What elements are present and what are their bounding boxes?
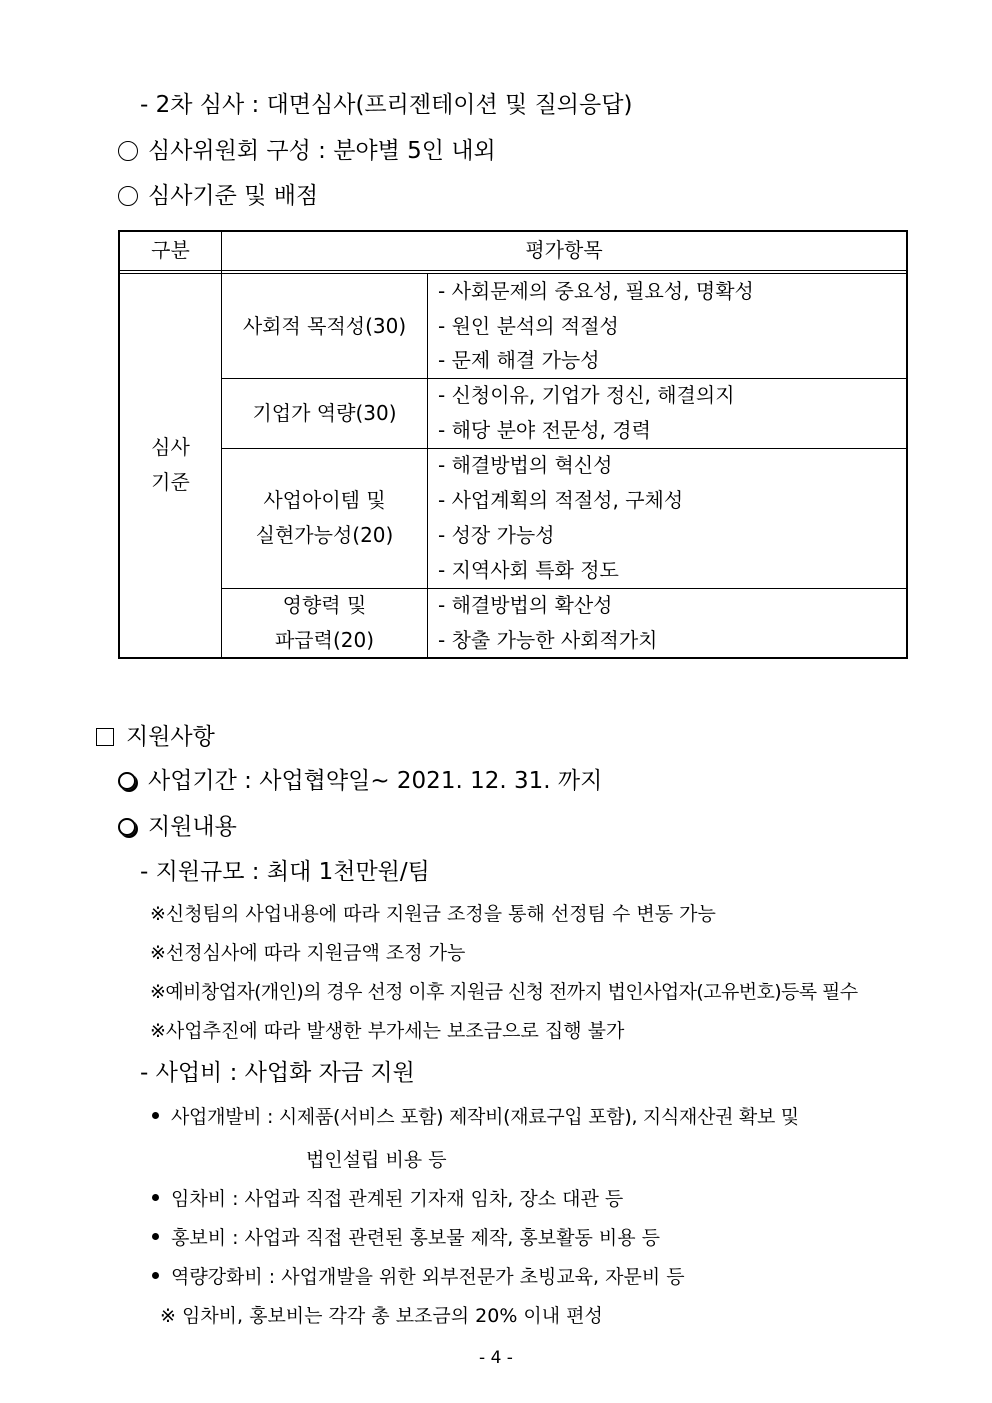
row4-item: - 창출 가능한 사회적가치 <box>438 628 658 652</box>
scale-text: - 지원규모 : 최대 1천만원/팀 <box>140 859 430 885</box>
budget-capacity-text: 역량강화비 : 사업개발을 위한 외부전문가 초빙교육, 자문비 등 <box>171 1266 685 1288</box>
budget-promo-line <box>152 1229 660 1248</box>
shadow-circle-bullet-icon <box>118 772 136 790</box>
content-title-line <box>118 816 237 839</box>
budget-dev-text-cont: 법인설립 비용 등 <box>306 1149 447 1171</box>
period-text: 사업기간 : 사업협약일~ 2021. 12. 31. 까지 <box>148 768 603 794</box>
row2-category: 기업가 역량(30) <box>252 401 397 425</box>
budget-title: - 사업비 : 사업화 자금 지원 <box>140 1060 415 1086</box>
row3-item: - 성장 가능성 <box>438 523 555 547</box>
row-group-label-2: 기준 <box>151 470 190 494</box>
row1-category: 사회적 목적성(30) <box>242 314 407 338</box>
round2-text: - 2차 심사 : 대면심사(프리젠테이션 및 질의응답) <box>140 92 633 118</box>
row-group-label-1: 심사 <box>151 435 190 459</box>
row3-item: - 사업계획의 적절성, 구체성 <box>438 488 684 512</box>
header-items: 평가항목 <box>525 238 603 262</box>
header-category: 구분 <box>151 238 190 262</box>
support-heading: 지원사항 <box>126 724 215 750</box>
criteria-title: 심사기준 및 배점 <box>148 183 319 209</box>
committee-text: 심사위원회 구성 : 분야별 5인 내외 <box>148 138 496 164</box>
row3-item: - 지역사회 특화 정도 <box>438 558 619 582</box>
row4-category: 영향력 및 <box>282 593 367 617</box>
row2-item: - 해당 분야 전문성, 경력 <box>438 418 651 442</box>
note-text: ※선정심사에 따라 지원금액 조정 가능 <box>150 942 466 964</box>
square-bullet-icon <box>96 728 114 746</box>
budget-rent-text: 임차비 : 사업과 직접 관계된 기자재 임차, 장소 대관 등 <box>171 1188 624 1210</box>
criteria-title-line <box>118 185 318 208</box>
budget-rent-line <box>152 1190 623 1209</box>
shadow-circle-bullet-icon <box>118 818 136 836</box>
criteria-table <box>118 230 908 659</box>
dot-bullet-icon <box>152 1112 159 1119</box>
row1-item: - 사회문제의 중요성, 필요성, 명확성 <box>438 279 754 303</box>
note-text: ※사업추진에 따라 발생한 부가세는 보조금으로 집행 불가 <box>150 1020 625 1042</box>
row3-item: - 해결방법의 혁신성 <box>438 453 613 477</box>
page-number: - 4 - <box>479 1348 513 1368</box>
budget-dev-text: 사업개발비 : 시제품(서비스 포함) 제작비(재료구입 포함), 지식재산권 확보 및 <box>171 1106 799 1128</box>
row3-category-line2: 실현가능성(20) <box>255 523 394 547</box>
budget-capacity-line <box>152 1268 685 1287</box>
row3-category: 사업아이템 및 <box>263 488 386 512</box>
support-heading-line <box>96 726 215 749</box>
row1-item: - 문제 해결 가능성 <box>438 348 600 372</box>
content-title: 지원내용 <box>148 814 237 840</box>
dot-bullet-icon <box>152 1233 159 1240</box>
period-line <box>118 770 602 793</box>
note-text: ※예비창업자(개인)의 경우 선정 이후 지원금 신청 전까지 법인사업자(고유번호)등록 필수 <box>150 981 858 1003</box>
row2-item: - 신청이유, 기업가 정신, 해결의지 <box>438 383 735 407</box>
dot-bullet-icon <box>152 1194 159 1201</box>
budget-promo-text: 홍보비 : 사업과 직접 관련된 홍보물 제작, 홍보활동 비용 등 <box>171 1227 660 1249</box>
committee-line <box>118 140 496 163</box>
budget-dev-line <box>152 1108 799 1127</box>
row1-item: - 원인 분석의 적절성 <box>438 314 619 338</box>
row4-category-line2: 파급력(20) <box>274 628 374 652</box>
circle-bullet-icon <box>118 141 138 161</box>
row4-item: - 해결방법의 확산성 <box>438 593 613 617</box>
circle-bullet-icon <box>118 186 138 206</box>
dot-bullet-icon <box>152 1272 159 1279</box>
note-text: ※신청팀의 사업내용에 따라 지원금 조정을 통해 선정팀 수 변동 가능 <box>150 903 716 925</box>
budget-note: ※ 임차비, 홍보비는 각각 총 보조금의 20% 이내 편성 <box>160 1305 603 1327</box>
